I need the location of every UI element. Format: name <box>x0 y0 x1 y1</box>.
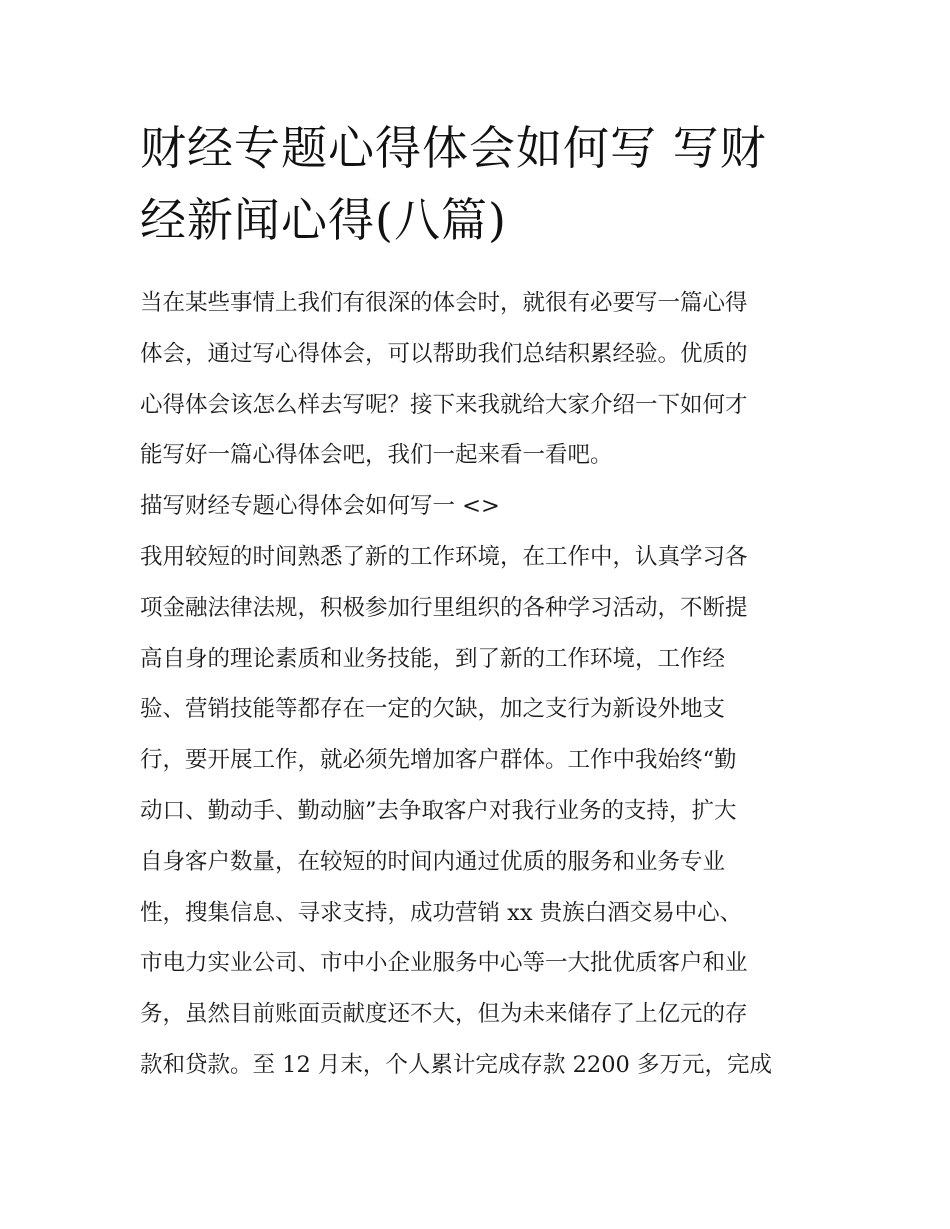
body-line: 款和贷款。至 12 月末，个人累计完成存款 2200 多万元，完成 <box>140 1051 773 1078</box>
body-line: 务，虽然目前账面贡献度还不大，但为未来储存了上亿元的存 <box>140 1001 748 1028</box>
title-line-1: 财经专题心得体会如何写 写财 <box>140 121 767 175</box>
intro-line: 能写好一篇心得体会吧，我们一起来看一看吧。 <box>140 442 613 469</box>
body-line: 我用较短的时间熟悉了新的工作环境，在工作中，认真学习各 <box>140 543 748 570</box>
body-line: 动口、勤动手、勤动脑”去争取客户对我行业务的支持，扩大 <box>140 797 737 824</box>
body-line: 高自身的理论素质和业务技能，到了新的工作环境，工作经 <box>140 645 726 672</box>
title-line-2: 经新闻心得(八篇) <box>140 193 507 247</box>
body-line: 性，搜集信息、寻求支持，成功营销 xx 贵族白酒交易中心、 <box>140 899 743 926</box>
intro-line: 当在某些事情上我们有很深的体会时，就很有必要写一篇心得 <box>140 290 748 316</box>
document-title <box>140 112 820 256</box>
body-line: 自身客户数量，在较短的时间内通过优质的服务和业务专业 <box>140 848 726 875</box>
body-line: 验、营销技能等都存在一定的欠缺，加之支行为新设外地支 <box>140 696 726 723</box>
body-line: 市电力实业公司、市中小企业服务中心等一大批优质客户和业 <box>140 950 748 977</box>
document-body <box>140 278 820 1091</box>
intro-line: 心得体会该怎么样去写呢？接下来我就给大家介绍一下如何才 <box>140 391 748 418</box>
document-page <box>140 112 820 1091</box>
intro-line: 体会，通过写心得体会，可以帮助我们总结积累经验。优质的 <box>140 340 748 367</box>
section-heading: 描写财经专题心得体会如何写一 <> <box>140 493 500 520</box>
body-line: 项金融法律法规，积极参加行里组织的各种学习活动，不断提 <box>140 594 748 621</box>
body-line: 行，要开展工作，就必须先增加客户群体。工作中我始终“勤 <box>140 747 737 774</box>
